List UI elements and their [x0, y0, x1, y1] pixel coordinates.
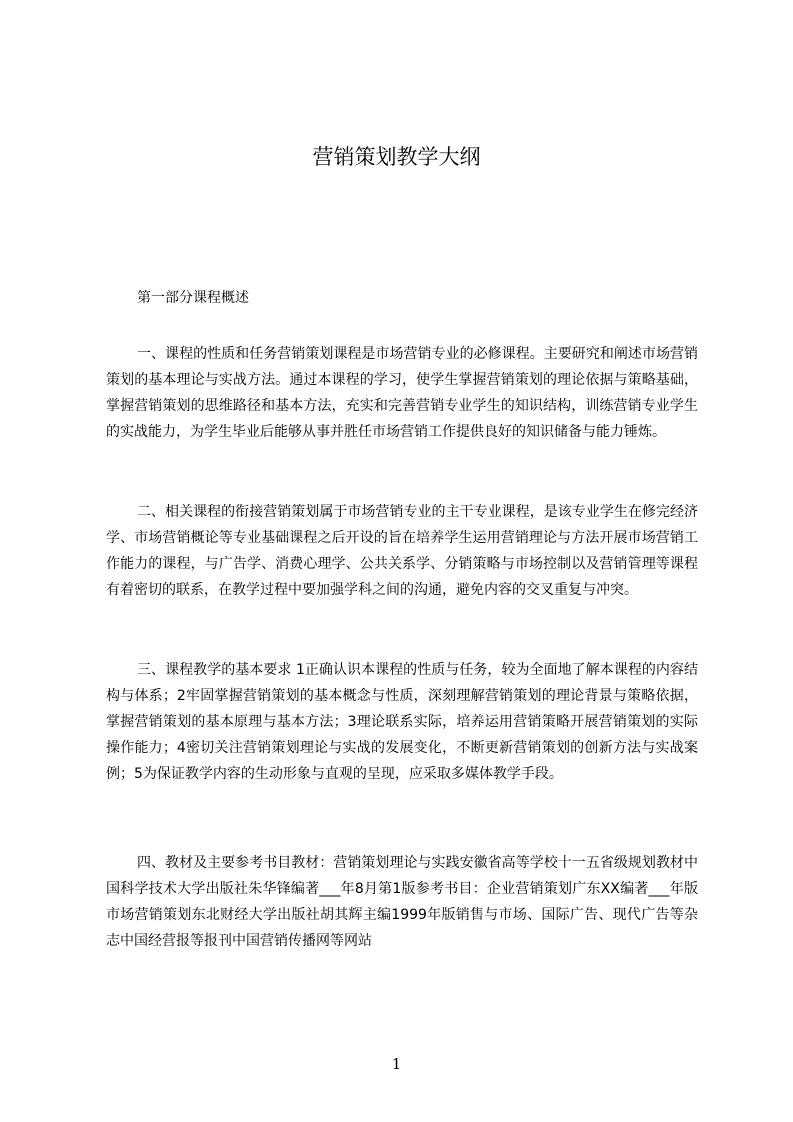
document-title: 营销策划教学大纲: [312, 145, 481, 169]
page-number: 1: [391, 1055, 402, 1073]
paragraph-textbooks-references: 四、教材及主要参考书目教材：营销策划理论与实践安徽省高等学校十一五省级规划教材中国科学技术大学出版社朱华锋编著___年8月第1版参考书目：企业营销策划广东XX编著___年版市场营销策划东北财经大学出版社胡其辉主编1999年版销售与市场、国际广告、现代广告等杂志中国经营报等报刊中国营销传播网等网站: [106, 855, 698, 949]
section-heading: 第一部分课程概述: [137, 290, 249, 306]
paragraph-course-nature: 一、课程的性质和任务营销策划课程是市场营销专业的必修课程。主要研究和阐述市场营销策划的基本理论与实战方法。通过本课程的学习，使学生掌握营销策划的理论依据与策略基础，掌握营销策划的思维路径和基本方法，充实和完善营销专业学生的知识结构，训练营销专业学生的实战能力，为学生毕业后能够从事并胜任市场营销工作提供良好的知识储备与能力锤炼。: [106, 346, 698, 440]
paragraph-related-courses: 二、相关课程的衔接营销策划属于市场营销专业的主干专业课程，是该专业学生在修完经济学、市场营销概论等专业基础课程之后开设的旨在培养学生运用营销理论与方法开展市场营销工作能力的课程，与广告学、消费心理学、公共关系学、分销策略与市场控制以及营销管理等课程有着密切的联系，在教学过程中要加强学科之间的沟通，避免内容的交叉重复与冲突。: [106, 504, 698, 598]
paragraph-teaching-requirements: 三、课程教学的基本要求 1正确认识本课程的性质与任务，较为全面地了解本课程的内容结构与体系；2牢固掌握营销策划的基本概念与性质，深刻理解营销策划的理论背景与策略依据，掌握营销策划的基本原理与基本方法；3理论联系实际，培养运用营销策略开展营销策划的实际操作能力；4密切关注营销策划理论与实战的发展变化，不断更新营销策划的创新方法与实战案例；5为保证教学内容的生动形象与直观的呈现，应采取多媒体教学手段。: [106, 662, 698, 782]
